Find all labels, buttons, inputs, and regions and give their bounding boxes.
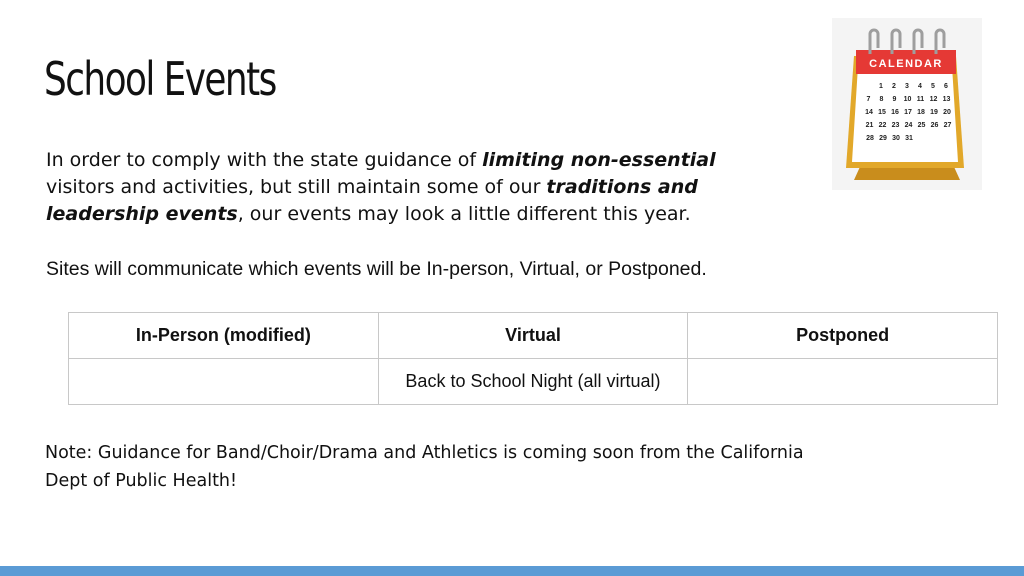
calendar-date: 26 — [930, 122, 939, 129]
sites-notice: Sites will communicate which events will be In-person, Virtual, or Postponed. — [46, 258, 707, 280]
calendar-date: 6 — [944, 83, 948, 90]
calendar-date: 31 — [905, 135, 913, 142]
calendar-image — [832, 18, 982, 190]
calendar-icon — [832, 18, 982, 190]
calendar-date: 15 — [878, 109, 886, 116]
calendar-date: 16 — [891, 109, 899, 116]
calendar-date: 25 — [917, 122, 926, 129]
events-table — [68, 312, 998, 405]
intro-text-3: , our events may look a little different this year. — [237, 203, 691, 225]
calendar-date: 13 — [942, 96, 951, 103]
calendar-date: 2 — [892, 83, 896, 90]
calendar-date: 14 — [865, 109, 873, 116]
note-paragraph: Note: Guidance for Band/Choir/Drama and Athletics is coming soon from the California Dept of Public Health! — [45, 443, 804, 491]
intro-paragraph — [46, 147, 786, 228]
calendar-date: 22 — [878, 122, 887, 129]
calendar-date: 9 — [892, 96, 897, 103]
table-row — [69, 359, 998, 405]
calendar-date: 24 — [904, 122, 913, 129]
calendar-date: 5 — [931, 83, 935, 90]
calendar-date: 27 — [943, 122, 952, 129]
header-in-person: In-Person (modified) — [69, 313, 379, 359]
calendar-date: 29 — [879, 135, 887, 142]
calendar-date: 20 — [943, 109, 951, 116]
calendar-date: 10 — [903, 96, 912, 103]
header-postponed: Postponed — [688, 313, 998, 359]
calendar-date: 11 — [916, 96, 925, 103]
calendar-date: 7 — [866, 96, 871, 103]
calendar-date: 8 — [879, 96, 884, 103]
header-virtual: Virtual — [378, 313, 688, 359]
table-header-row — [69, 313, 998, 359]
footer-accent-bar — [0, 566, 1024, 576]
slide-title: School Events — [44, 52, 276, 106]
cell-virtual: Back to School Night (all virtual) — [378, 359, 688, 405]
calendar-date: 12 — [929, 96, 938, 103]
intro-text-2: visitors and activities, but still maintain some of our — [46, 176, 547, 198]
cell-postponed — [688, 359, 998, 405]
calendar-date: 3 — [905, 83, 909, 90]
calendar-date: 23 — [891, 122, 900, 129]
cell-in-person — [69, 359, 379, 405]
calendar-date: 30 — [892, 135, 900, 142]
calendar-date: 17 — [904, 109, 912, 116]
calendar-date: 19 — [930, 109, 938, 116]
calendar-date: 18 — [917, 109, 925, 116]
calendar-label: CALENDAR — [869, 58, 943, 70]
calendar-date: 1 — [879, 83, 883, 90]
calendar-date: 4 — [918, 83, 922, 90]
intro-emphasis-1: limiting non-essential — [482, 149, 716, 171]
calendar-date: 21 — [865, 122, 874, 129]
calendar-date: 28 — [866, 135, 874, 142]
intro-emphasis-2: traditions and leadership events — [46, 176, 698, 225]
intro-text-1: In order to comply with the state guidance of — [46, 149, 483, 171]
